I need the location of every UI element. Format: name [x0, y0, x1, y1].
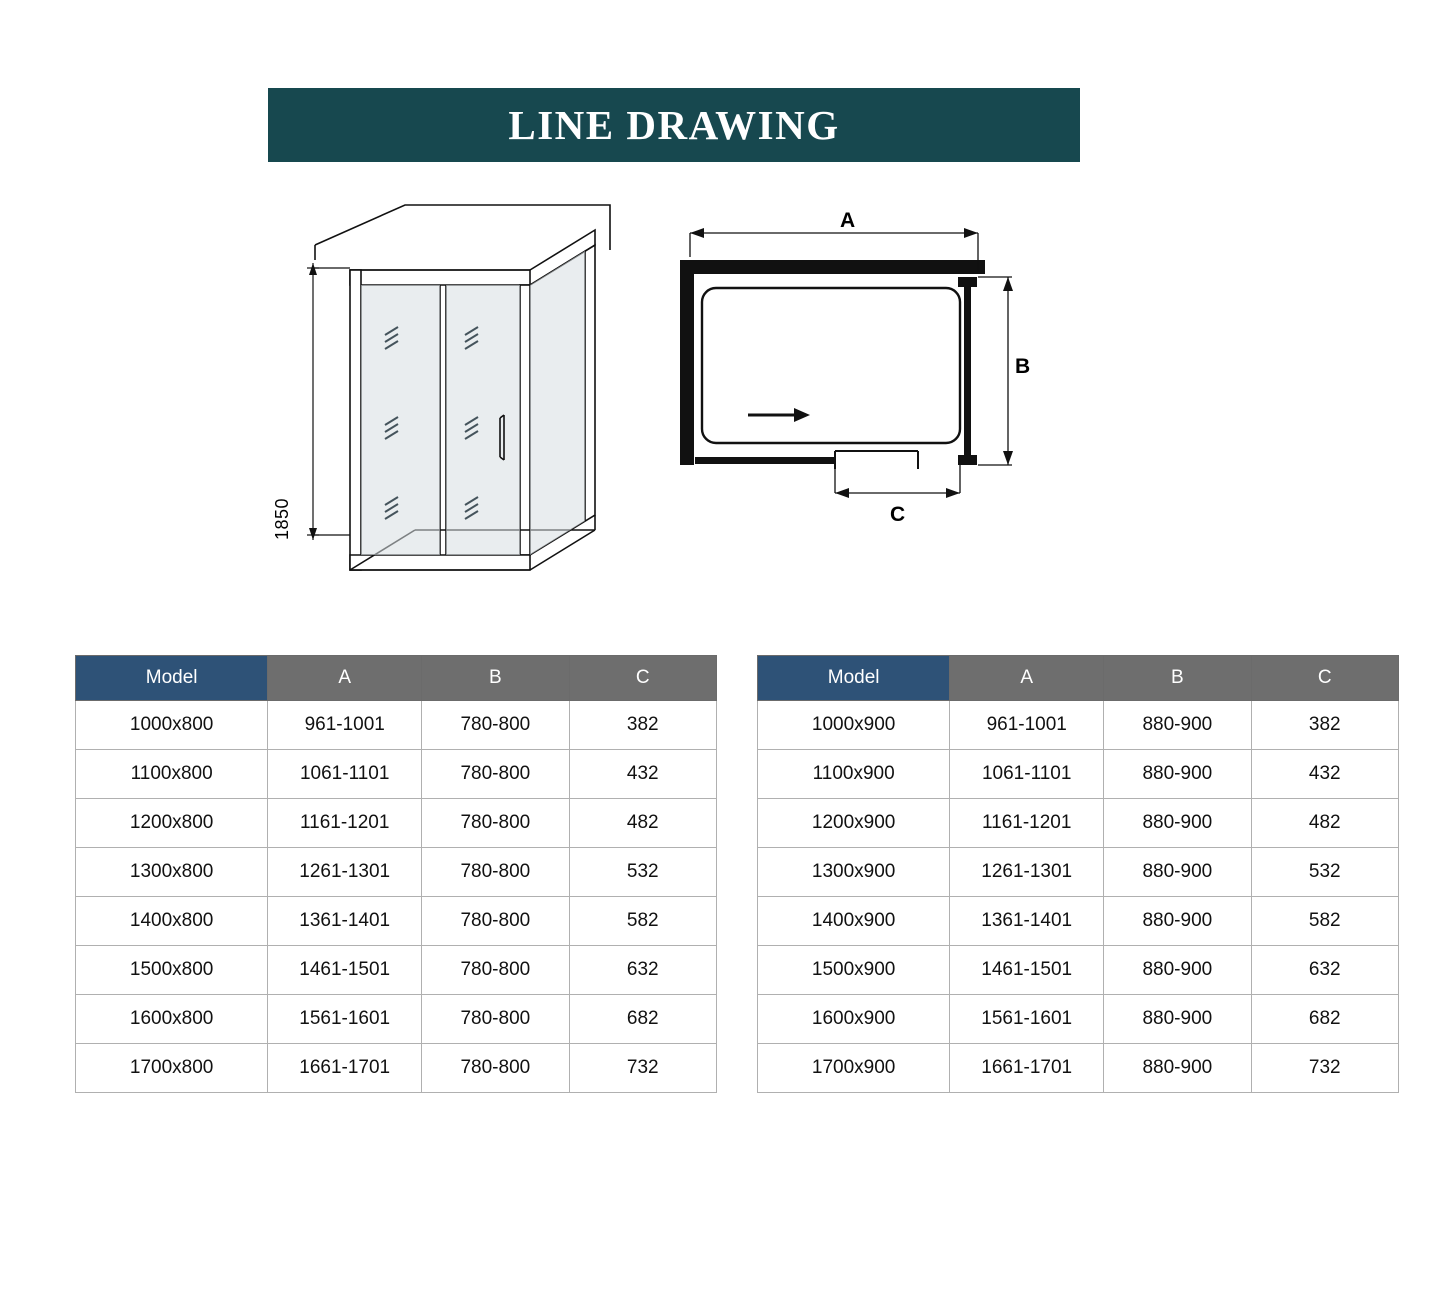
cell-c: 632 — [1251, 946, 1398, 995]
table-row — [76, 946, 717, 995]
table-header-row — [758, 656, 1399, 701]
table-row — [758, 1044, 1399, 1093]
cell-a: 1161-1201 — [950, 799, 1104, 848]
cell-a: 1461-1501 — [950, 946, 1104, 995]
dimension-c-label: C — [890, 503, 906, 526]
dimension-b-label: B — [1015, 355, 1031, 378]
cell-b: 880-900 — [1104, 799, 1251, 848]
cell-model: 1000x900 — [758, 701, 950, 750]
cell-a: 1561-1601 — [268, 995, 422, 1044]
table-row — [76, 750, 717, 799]
header-b: B — [1104, 656, 1251, 701]
cell-model: 1000x800 — [76, 701, 268, 750]
cell-c: 682 — [1251, 995, 1398, 1044]
table-row — [758, 799, 1399, 848]
header-a: A — [268, 656, 422, 701]
cell-model: 1700x800 — [76, 1044, 268, 1093]
cell-c: 732 — [569, 1044, 716, 1093]
cell-c: 482 — [569, 799, 716, 848]
table-row — [758, 750, 1399, 799]
page-title: LINE DRAWING — [508, 102, 840, 148]
cell-c: 582 — [1251, 897, 1398, 946]
cell-a: 1661-1701 — [268, 1044, 422, 1093]
dimension-c-line — [835, 465, 960, 498]
header-c: C — [1251, 656, 1398, 701]
cell-a: 1461-1501 — [268, 946, 422, 995]
cell-model: 1200x800 — [76, 799, 268, 848]
title-banner — [268, 88, 1080, 162]
cell-a: 961-1001 — [268, 701, 422, 750]
cell-c: 432 — [569, 750, 716, 799]
cell-c: 482 — [1251, 799, 1398, 848]
cell-b: 780-800 — [422, 995, 569, 1044]
cell-b: 780-800 — [422, 848, 569, 897]
table-row — [758, 701, 1399, 750]
table-row — [758, 995, 1399, 1044]
header-b: B — [422, 656, 569, 701]
cell-c: 682 — [569, 995, 716, 1044]
cell-b: 780-800 — [422, 750, 569, 799]
cell-c: 382 — [1251, 701, 1398, 750]
cell-c: 382 — [569, 701, 716, 750]
cell-b: 880-900 — [1104, 848, 1251, 897]
table-row — [76, 1044, 717, 1093]
perspective-svg — [265, 185, 645, 605]
cell-c: 532 — [569, 848, 716, 897]
table-row — [76, 897, 717, 946]
spec-table-800 — [75, 655, 717, 1093]
table-row — [76, 701, 717, 750]
cell-a: 1361-1401 — [268, 897, 422, 946]
height-dimension-label: 1850 — [272, 497, 292, 540]
cell-a: 1561-1601 — [950, 995, 1104, 1044]
line-drawings-area — [0, 175, 1445, 615]
cell-b: 880-900 — [1104, 995, 1251, 1044]
cell-a: 1061-1101 — [950, 750, 1104, 799]
cell-b: 880-900 — [1104, 701, 1251, 750]
table-row — [758, 848, 1399, 897]
perspective-drawing — [265, 185, 645, 605]
cell-model: 1500x900 — [758, 946, 950, 995]
cell-model: 1400x800 — [76, 897, 268, 946]
cell-model: 1300x800 — [76, 848, 268, 897]
cell-b: 880-900 — [1104, 750, 1251, 799]
cell-a: 1261-1301 — [268, 848, 422, 897]
table-header-row — [76, 656, 717, 701]
cell-b: 780-800 — [422, 897, 569, 946]
cell-b: 880-900 — [1104, 897, 1251, 946]
cell-a: 961-1001 — [950, 701, 1104, 750]
cell-b: 780-800 — [422, 701, 569, 750]
cell-model: 1500x800 — [76, 946, 268, 995]
slide-direction-arrow-icon — [748, 408, 810, 422]
header-c: C — [569, 656, 716, 701]
cell-c: 632 — [569, 946, 716, 995]
table-row — [76, 848, 717, 897]
plan-drawing — [660, 209, 1040, 565]
plan-svg — [660, 225, 1040, 565]
cell-c: 432 — [1251, 750, 1398, 799]
cell-model: 1600x900 — [758, 995, 950, 1044]
cell-model: 1400x900 — [758, 897, 950, 946]
cell-model: 1600x800 — [76, 995, 268, 1044]
spec-table-900 — [757, 655, 1399, 1093]
header-a: A — [950, 656, 1104, 701]
cell-model: 1200x900 — [758, 799, 950, 848]
cell-model: 1100x900 — [758, 750, 950, 799]
cell-a: 1261-1301 — [950, 848, 1104, 897]
header-model: Model — [758, 656, 950, 701]
cell-a: 1161-1201 — [268, 799, 422, 848]
cell-a: 1361-1401 — [950, 897, 1104, 946]
cell-b: 880-900 — [1104, 1044, 1251, 1093]
cell-model: 1100x800 — [76, 750, 268, 799]
cell-b: 780-800 — [422, 799, 569, 848]
table-row — [758, 897, 1399, 946]
cell-c: 582 — [569, 897, 716, 946]
cell-b: 780-800 — [422, 1044, 569, 1093]
table-row — [758, 946, 1399, 995]
dimension-a-label: A — [840, 209, 856, 232]
dimension-b-line — [978, 277, 1013, 465]
table-row — [76, 995, 717, 1044]
cell-c: 532 — [1251, 848, 1398, 897]
cell-a: 1061-1101 — [268, 750, 422, 799]
cell-b: 780-800 — [422, 946, 569, 995]
cell-a: 1661-1701 — [950, 1044, 1104, 1093]
cell-c: 732 — [1251, 1044, 1398, 1093]
table-row — [76, 799, 717, 848]
height-dimension-line — [307, 263, 350, 540]
cell-model: 1700x900 — [758, 1044, 950, 1093]
cell-b: 880-900 — [1104, 946, 1251, 995]
header-model: Model — [76, 656, 268, 701]
cell-model: 1300x900 — [758, 848, 950, 897]
